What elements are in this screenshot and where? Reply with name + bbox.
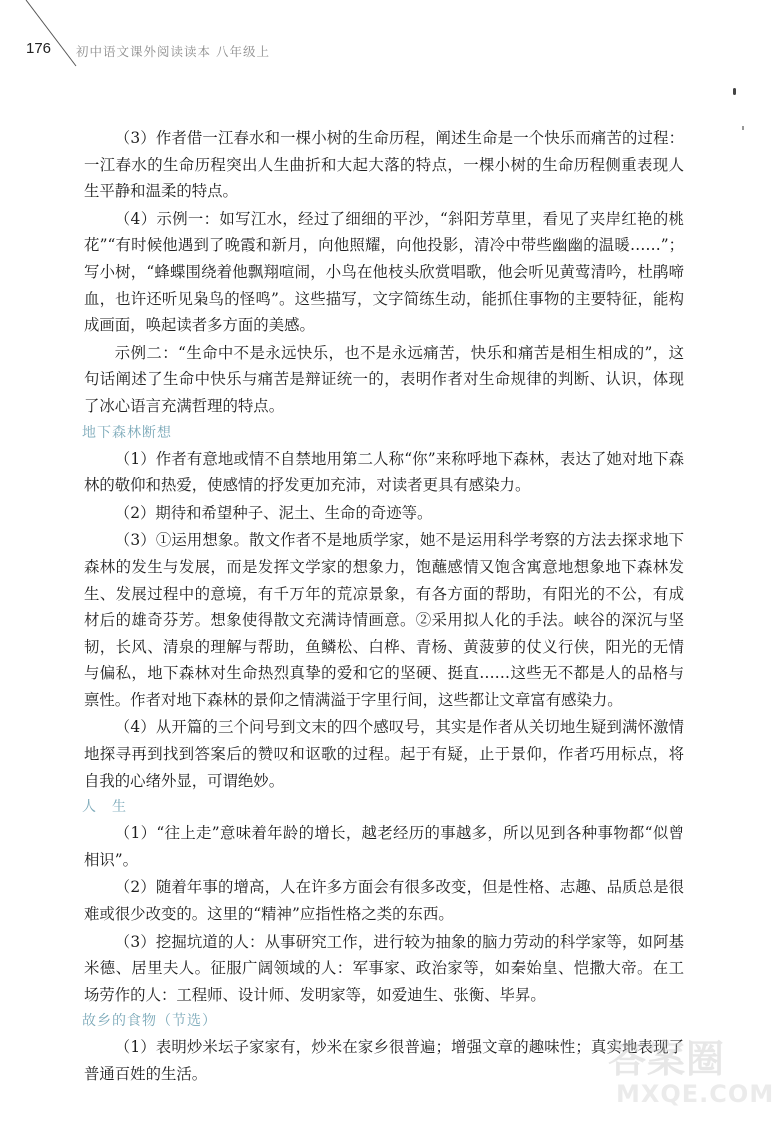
section-title: 故乡的食物（节选） — [82, 1013, 217, 1030]
answer-paragraph: （2）随着年事的增高，人在许多方面会有很多改变，但是性格、志趣、品质总是很难或很少改变的。这里的“精神”应指性格之类的东西。 — [84, 878, 684, 924]
section-title: 人 生 — [82, 799, 127, 816]
answer-paragraph: （2）期待和希望种子、泥土、生命的奇迹等。 — [114, 503, 433, 522]
section — [84, 422, 684, 795]
header-divider-line — [26, 0, 106, 80]
answer-paragraph: （1）表明炒米坛子家家有，炒米在家乡很普遍；增强文章的趣味性；真实地表现了普通百姓的生活。 — [84, 1038, 684, 1083]
section — [84, 125, 684, 420]
watermark-url: MXQE.COM — [616, 1080, 774, 1108]
answer-paragraph: （3）作者借一江春水和一棵小树的生命历程，阐述生命是一个快乐而痛苦的过程：一江春水的生命历程突出人生曲折和大起大落的特点，一棵小树的生命历程侧重表现人生平静和温柔的特点。 — [84, 129, 684, 201]
section-title: 地下森林断想 — [82, 424, 172, 441]
answer-paragraph: （1）“往上走”意味着年龄的增长，越老经历的事越多，所以见到各种事物都“似曾相识”。 — [84, 824, 684, 869]
watermark-logo-text: 答案圈 — [608, 1037, 726, 1081]
section — [84, 796, 684, 1008]
answer-paragraph: （3）①运用想象。散文作者不是地质学家，她不是运用科学考察的方法去探求地下森林的发生与发展，而是发挥文学家的想象力，饱蘸感情又饱含寓意地想象地下森林发生、发展过程中的意境，有千万年的荒凉景象，有各方面的帮助，有阳光的不公，有成材后的雄奇芬芳。想象使得散文充满诗情画意。②采用拟人化的手法。峡谷的深沉与坚韧，长风、清泉的理解与帮助，鱼鳞松、白桦、青杨、黄菠萝的仗义行侠，阳光的无情与偏私，地下森林对生命热烈真挚的爱和它的坚硬、挺直……这些无不都是人的品格与禀性。作者对地下森林的景仰之情满溢于字里行间，这些都让文章富有感染力。 — [84, 531, 684, 709]
answer-paragraph: 示例二：“生命中不是永远快乐，也不是永远痛苦，快乐和痛苦是相生相成的”，这句话阐述了生命中快乐与痛苦是辩证统一的，表明作者对生命规律的判断、认识，体现了冰心语言充满哲理的特点。 — [84, 343, 684, 415]
watermark — [598, 1028, 774, 1116]
answer-paragraph: （4）从开篇的三个问号到文末的四个感叹号，其实是作者从关切地生疑到满怀激情地探寻再到找到答案后的赞叹和讴歌的过程。起于有疑，止于景仰，作者巧用标点，将自我的心绪外显，可谓绝妙。 — [84, 718, 684, 790]
answer-paragraph: （1）作者有意地或情不自禁地用第二人称“你”来称呼地下森林，表达了她对地下森林的敬仰和热爱，使感情的抒发更加充沛，对读者更具有感染力。 — [84, 449, 684, 495]
scan-mark — [733, 88, 736, 95]
section — [84, 1010, 684, 1087]
answer-content — [84, 125, 684, 1088]
scan-mark — [742, 126, 744, 130]
answer-paragraph: （3）挖掘坑道的人：从事研究工作，进行较为抽象的脑力劳动的科学家等，如阿基米德、居里夫人。征服广阔领域的人：军事家、政治家等，如秦始皇、恺撒大帝。在工场劳作的人：工程师、设计师、发明家等，如爱迪生、张衡、毕昇。 — [84, 932, 684, 1004]
book-title: 初中语文课外阅读读本 八年级上 — [76, 44, 270, 59]
answer-paragraph: （4）示例一：如写江水，经过了细细的平沙，“斜阳芳草里，看见了夹岸红艳的桃花”“有时候他遇到了晚霞和新月，向他照耀，向他投影，清冷中带些幽幽的温暖……”；写小树，“蜂蝶围绕着他飘翔喧闹，小鸟在他枝头欣赏唱歌，他会听见黄莺清吟，杜鹃啼血，也许还听见枭鸟的怪鸣”。这些描写，文字简练生动，能抓住事物的主要特征，能构成画面，唤起读者多方面的美感。 — [84, 209, 684, 335]
page-number: 176 — [26, 40, 52, 57]
